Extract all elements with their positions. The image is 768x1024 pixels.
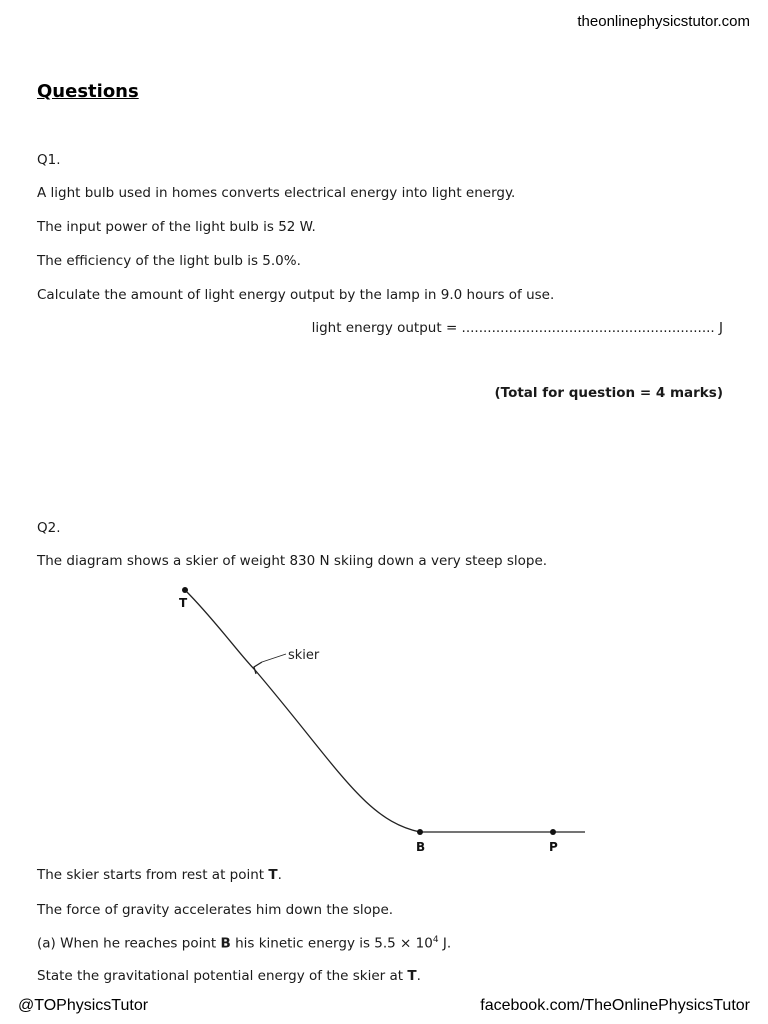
q1-answer-line: light energy output = ........................................................... J xyxy=(311,320,723,336)
q2-part-a-text: (a) When he reaches point xyxy=(37,935,221,952)
q2-state-end: . xyxy=(416,968,421,984)
page-heading: Questions xyxy=(37,81,139,102)
q2-start-text: The skier starts from rest at point xyxy=(37,867,269,883)
q2-start-end: . xyxy=(277,867,282,883)
q2-start-point: T xyxy=(268,867,278,883)
slope-curve xyxy=(185,590,420,832)
q2-start-line xyxy=(37,867,282,883)
footer-facebook-link[interactable]: facebook.com/TheOnlinePhysicsTutor xyxy=(480,997,750,1014)
point-t-marker xyxy=(182,587,188,593)
footer-twitter-handle[interactable]: @TOPhysicsTutor xyxy=(18,997,149,1014)
skier-figure-icon xyxy=(254,662,262,674)
q2-state-text: State the gravitational potential energy of the skier at xyxy=(37,968,408,984)
q2-intro: The diagram shows a skier of weight 830 N skiing down a very steep slope. xyxy=(37,553,548,569)
skier-pointer-line xyxy=(262,654,286,662)
q2-part-a-end: J. xyxy=(438,935,452,952)
slope-diagram xyxy=(170,580,600,855)
q1-line-2: The input power of the light bulb is 52 W. xyxy=(37,219,316,235)
q2-state-line xyxy=(37,968,421,984)
skier-label: skier xyxy=(288,648,320,663)
q1-line-3: The efficiency of the light bulb is 5.0%. xyxy=(37,253,301,269)
q2-part-a-exponent: 4 xyxy=(432,935,439,945)
q2-gravity-line: The force of gravity accelerates him down the slope. xyxy=(37,902,394,918)
q2-part-a-point: B xyxy=(220,935,231,952)
point-b-label: B xyxy=(416,840,426,854)
point-p-marker xyxy=(550,829,556,835)
q1-total-marks: (Total for question = 4 marks) xyxy=(494,385,723,401)
point-p-label: P xyxy=(549,840,558,854)
q2-part-a xyxy=(37,935,451,952)
q2-part-a-mid: his kinetic energy is 5.5 × 10 xyxy=(230,935,433,952)
point-t-label: T xyxy=(179,596,188,610)
q2-label: Q2. xyxy=(37,520,61,536)
site-url[interactable]: theonlinephysicstutor.com xyxy=(577,13,750,30)
q1-line-4: Calculate the amount of light energy output by the lamp in 9.0 hours of use. xyxy=(37,287,555,303)
q2-state-point: T xyxy=(407,968,417,984)
point-b-marker xyxy=(417,829,423,835)
q1-label: Q1. xyxy=(37,152,61,168)
q1-line-1: A light bulb used in homes converts electrical energy into light energy. xyxy=(37,185,516,201)
